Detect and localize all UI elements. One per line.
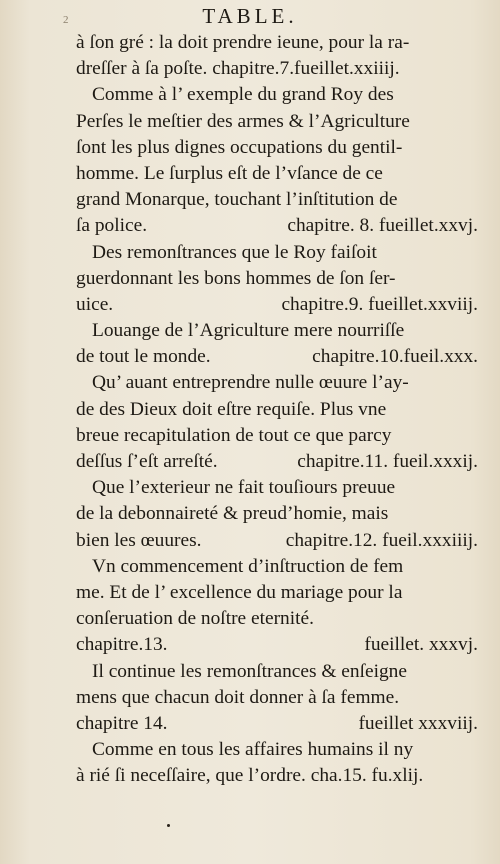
chapter-reference: fueillet. xxxvj. <box>364 634 478 656</box>
chapter-reference: chapitre.10.fueil.xxx. <box>312 346 478 368</box>
toc-line: homme. Le ſurplus eſt de l’vſance de ce <box>76 162 383 184</box>
table-of-contents <box>76 30 478 789</box>
chapter-reference: chapitre.12. fueil.xxxiiij. <box>285 529 478 551</box>
toc-line <box>76 528 478 554</box>
toc-line <box>76 344 478 370</box>
chapter-reference: chapitre.9. fueillet.xxviij. <box>281 293 478 315</box>
toc-text: deſſus ſ’eſt arreſté. <box>76 451 218 472</box>
toc-line: conſeruation de noſtre eternité. <box>76 608 314 630</box>
toc-line: dreſſer à ſa poſte. chapitre.7.fueillet.xxiiij. <box>76 58 400 80</box>
toc-line <box>76 449 478 475</box>
toc-text: uice. <box>76 293 114 315</box>
toc-text: bien les œuures. <box>76 529 202 551</box>
toc-line <box>76 711 478 737</box>
toc-entry-start: Louange de l’Agriculture mere nourriſſe <box>92 320 405 342</box>
toc-text: de tout le monde. <box>76 346 211 368</box>
toc-line <box>76 213 478 239</box>
toc-line <box>76 632 478 658</box>
toc-line: de des Dieux doit eſtre requiſe. Plus vne <box>76 398 387 420</box>
toc-line: guerdonnant les bons hommes de ſon ſer- <box>76 267 396 289</box>
toc-line <box>76 292 478 318</box>
toc-entry-start: Qu’ auant entreprendre nulle œuure l’ay- <box>92 372 409 394</box>
toc-line: ſont les plus dignes occupations du gentil- <box>76 136 403 158</box>
toc-entry-start: Comme à l’ exemple du grand Roy des <box>92 84 394 106</box>
margin-mark: 2 <box>63 14 69 26</box>
toc-line: Perſes le meſtier des armes & l’Agriculture <box>76 110 410 132</box>
toc-line: me. Et de l’ excellence du mariage pour la <box>76 581 403 603</box>
toc-text: chapitre.13. <box>76 634 168 656</box>
page-header: TABLE. <box>202 4 298 28</box>
toc-entry-start: Il continue les remonſtrances & enſeigne <box>92 660 407 682</box>
toc-entry-start: Vn commencement d’inſtruction de fem <box>92 555 404 577</box>
toc-line: de la debonnaireté & preud’homie, mais <box>76 503 389 525</box>
toc-line: à ſon gré : la doit prendre ieune, pour la ra- <box>76 32 410 53</box>
toc-line: à rié ſi neceſſaire, que l’ordre. cha.15. fu.xlij. <box>76 765 424 787</box>
toc-text: ſa police. <box>76 215 148 237</box>
toc-text: chapitre 14. <box>76 712 168 734</box>
chapter-reference: fueillet xxxviij. <box>358 712 478 734</box>
toc-line: breue recapitulation de tout ce que parcy <box>76 424 392 446</box>
ink-dot <box>167 824 170 827</box>
toc-entry-start: Comme en tous les affaires humains il ny <box>92 739 414 761</box>
toc-entry-start: Que l’exterieur ne fait touſiours preuue <box>92 477 396 499</box>
toc-line: mens que chacun doit donner à ſa femme. <box>76 686 400 708</box>
toc-line: grand Monarque, touchant l’inſtitution de <box>76 189 398 211</box>
toc-entry-start: Des remonſtrances que le Roy faiſoit <box>92 241 377 263</box>
chapter-reference: chapitre.11. fueil.xxxij. <box>297 451 478 472</box>
chapter-reference: chapitre. 8. fueillet.xxvj. <box>287 215 478 237</box>
